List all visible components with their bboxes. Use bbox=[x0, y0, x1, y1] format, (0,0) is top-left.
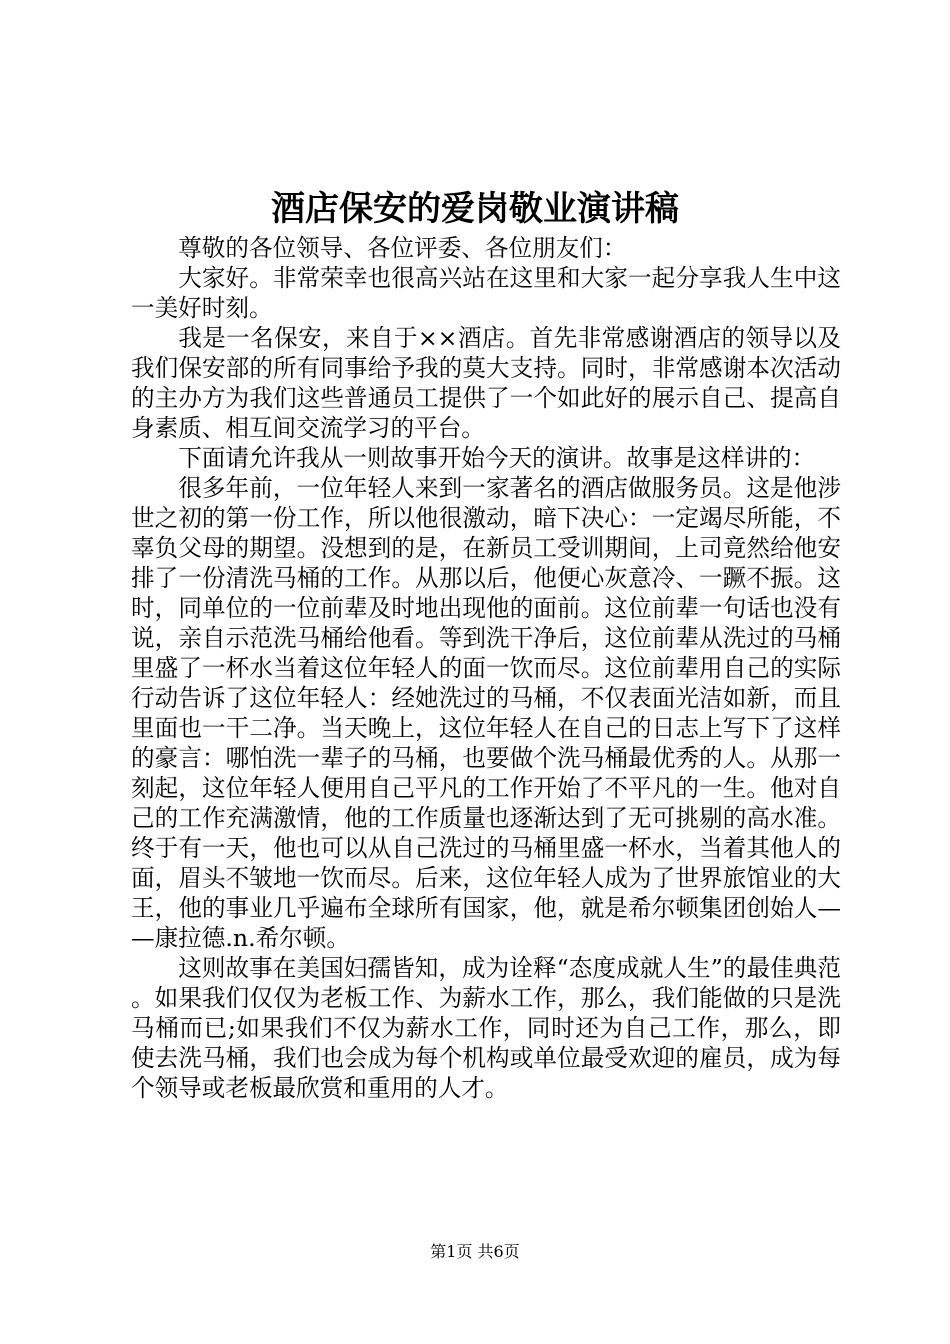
page-number-footer: 第1页 共6页 bbox=[430, 1242, 520, 1261]
page-title: 酒店保安的爱岗敬业演讲稿 bbox=[271, 189, 679, 229]
introduction-paragraph: 我是一名保安，来自于××酒店。首先非常感谢酒店的领导以及我们保安部的所有同事给予我的莫大支持。同时，非常感谢本次活动的主办方为我们这些普通员工提供了一个如此好的展示自己、提高自身素质、相互间交流学习的平台。 bbox=[131, 324, 841, 442]
salutation-paragraph: 尊敬的各位领导、各位评委、各位朋友们： bbox=[178, 234, 627, 262]
story-lead-paragraph: 下面请允许我从一则故事开始今天的演讲。故事是这样讲的： bbox=[178, 444, 816, 472]
conclusion-paragraph: 这则故事在美国妇孺皆知，成为诠释“态度成就人生”的最佳典范。如果我们仅仅为老板工作、为薪水工作，那么，我们能做的只是洗马桶而已;如果我们不仅为薪水工作，同时还为自己工作，那么，即使去洗马桶，我们也会成为每个机构或单位最受欢迎的雇员，成为每个领导或老板最欣赏和重用的人才。 bbox=[131, 954, 841, 1102]
greeting-paragraph: 大家好。非常荣幸也很高兴站在这里和大家一起分享我人生中这一美好时刻。 bbox=[131, 264, 841, 322]
story-paragraph: 很多年前，一位年轻人来到一家著名的酒店做服务员。这是他涉世之初的第一份工作，所以他很激动，暗下决心：一定竭尽所能，不辜负父母的期望。没想到的是，在新员工受训期间，上司竟然给他安排了一份清洗马桶的工作。从那以后，他便心灰意冷、一蹶不振。这时，同单位的一位前辈及时地出现他的面前。这位前辈一句话也没有说，亲自示范洗马桶给他看。等到洗干净后，这位前辈从洗过的马桶里盛了一杯水当着这位年轻人的面一饮而尽。这位前辈用自己的实际行动告诉了这位年轻人：经她洗过的马桶，不仅表面光洁如新，而且里面也一干二净。当天晚上，这位年轻人在自己的日志上写下了这样的豪言：哪怕洗一辈子的马桶，也要做个洗马桶最优秀的人。从那一刻起，这位年轻人便用自己平凡的工作开始了不平凡的一生。他对自己的工作充满激情，他的工作质量也逐渐达到了无可挑剔的高水准。终于有一天，他也可以从自己洗过的马桶里盛一杯水，当着其他人的面，眉头不皱地一饮而尽。后来，这位年轻人成为了世界旅馆业的大王，他的事业几乎遍布全球所有国家，他，就是希尔顿集团创始人——康拉德.n.希尔顿。 bbox=[131, 474, 841, 952]
document-body bbox=[131, 233, 841, 1103]
